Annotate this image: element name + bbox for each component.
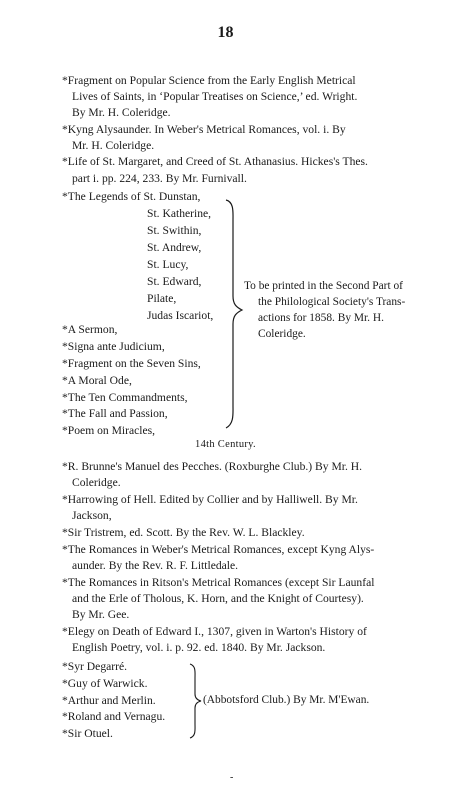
entry-line: *Sir Tristrem, ed. Scott. By the Rev. W. L. Blackley. <box>62 526 305 539</box>
legend-item: *A Sermon, <box>62 323 118 336</box>
entry-line: *Elegy on Death of Edward I., 1307, given in Warton's History of <box>62 625 367 638</box>
legend-item: *Poem on Miracles, <box>62 424 156 437</box>
entry-line: *The Romances in Weber's Metrical Romances, except Kyng Alys- <box>62 543 375 556</box>
small-brace <box>188 662 204 740</box>
legend-saint: Judas Iscariot, <box>147 309 214 322</box>
legend-item: *The Ten Commandments, <box>62 391 188 404</box>
legend-item: *Fragment on the Seven Sins, <box>62 357 201 370</box>
legend-note-line: the Philological Society's Trans- <box>258 296 406 308</box>
legend-note-line: actions for 1858. By Mr. H. <box>258 312 384 324</box>
page-number: 18 <box>217 24 234 41</box>
abbotsford-note: (Abbotsford Club.) By Mr. M'Ewan. <box>203 694 370 706</box>
abbotsford-item: *Arthur and Merlin. <box>62 694 156 707</box>
entry-line: *Life of St. Margaret, and Creed of St. Athanasius. Hickes's Thes. <box>62 155 368 168</box>
entry-line: Jackson, <box>72 509 112 522</box>
abbotsford-item: *Guy of Warwick. <box>62 677 148 690</box>
entry-line: By Mr. Gee. <box>72 608 130 621</box>
abbotsford-item: *Roland and Vernagu. <box>62 710 166 723</box>
entry-line: and the Erle of Tholous, K. Horn, and the Knight of Courtesy). <box>72 592 364 605</box>
entry-line: *Harrowing of Hell. Edited by Collier and by Halliwell. By Mr. <box>62 493 358 506</box>
entry-line: By Mr. H. Coleridge. <box>72 106 171 119</box>
entry-line: *Fragment on Popular Science from the Early English Metrical <box>62 74 356 87</box>
legend-note-line: Coleridge. <box>258 328 306 340</box>
legend-saint: Pilate, <box>147 292 177 305</box>
legend-saint: St. Andrew, <box>147 241 202 254</box>
legend-item: *The Fall and Passion, <box>62 407 168 420</box>
legend-saint: St. Katherine, <box>147 207 212 220</box>
legend-saint: St. Swithin, <box>147 224 202 237</box>
legend-note-line: To be printed in the Second Part of <box>244 280 403 292</box>
entry-line: *Kyng Alysaunder. In Weber's Metrical Romances, vol. i. By <box>62 123 346 136</box>
entry-line: aunder. By the Rev. R. F. Littledale. <box>72 559 239 572</box>
entry-line: *The Romances in Ritson's Metrical Romances (except Sir Launfal <box>62 576 375 589</box>
entry-line: Mr. H. Coleridge. <box>72 139 155 152</box>
entry-line: English Poetry, vol. i. p. 92. ed. 1840. By Mr. Jackson. <box>72 641 326 654</box>
entry-line: Lives of Saints, in ‘Popular Treatises on Science,’ ed. Wright. <box>72 90 358 103</box>
entry-line: *R. Brunne's Manuel des Pecches. (Roxburghe Club.) By Mr. H. <box>62 460 363 473</box>
abbotsford-item: *Sir Otuel. <box>62 727 113 740</box>
section-heading: 14th Century. <box>195 439 256 450</box>
legend-saint: St. Lucy, <box>147 258 189 271</box>
legend-item: *A Moral Ode, <box>62 374 132 387</box>
legend-entry: *The Legends of St. Dunstan, <box>62 190 201 203</box>
legend-item: *Signa ante Judicium, <box>62 340 165 353</box>
footer-mark: - <box>230 772 234 783</box>
entry-line: part i. pp. 224, 233. By Mr. Furnivall. <box>72 172 247 185</box>
abbotsford-item: *Syr Degarré. <box>62 660 128 673</box>
legend-saint: St. Edward, <box>147 275 202 288</box>
large-brace <box>222 198 246 430</box>
entry-line: Coleridge. <box>72 476 121 489</box>
